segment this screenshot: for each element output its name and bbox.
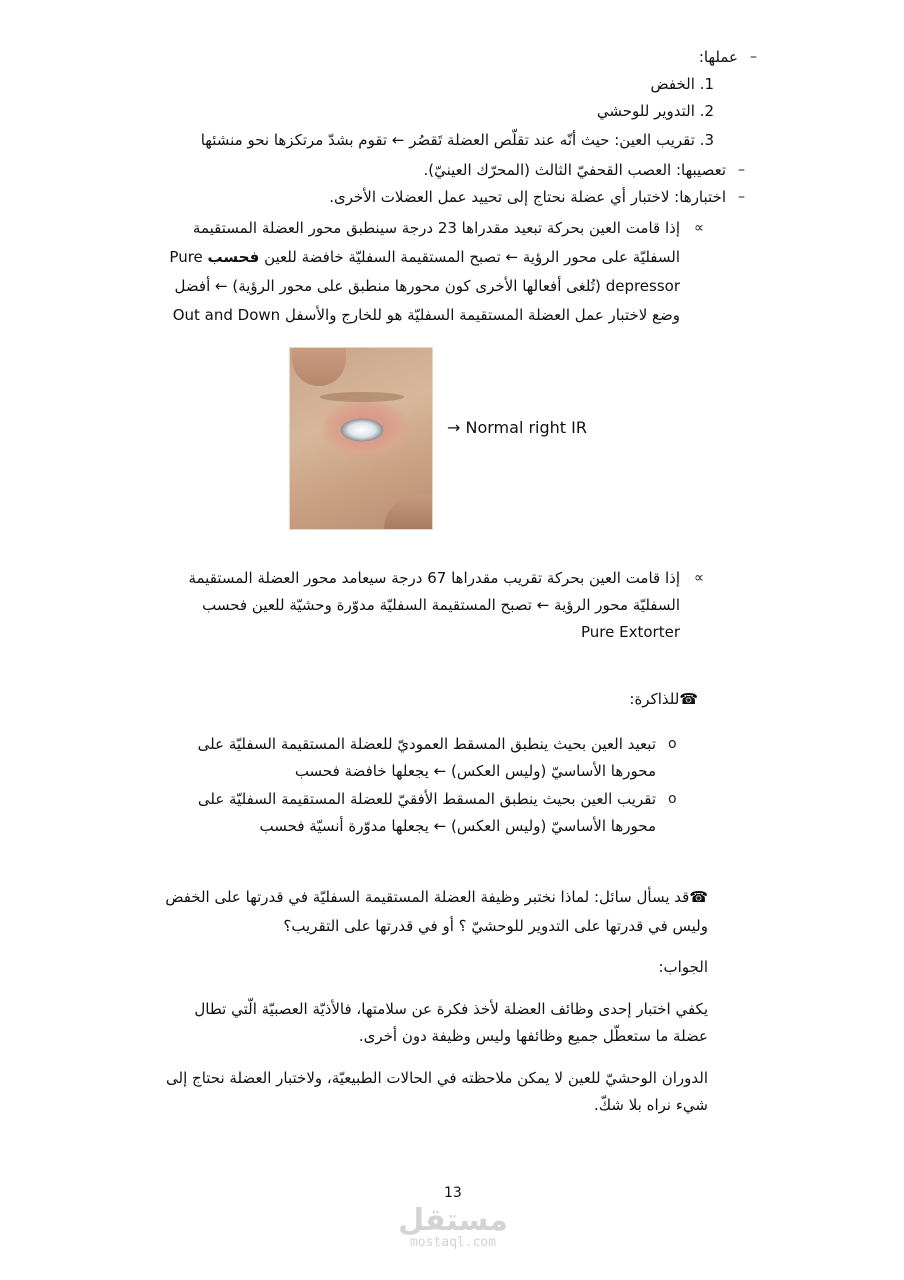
watermark-latin: mostaql.com [409, 1235, 497, 1250]
testing-text: اختبارها: لاختبار أي عضلة نحتاج إلى تحييد عمل العضلات الأخرى. [329, 188, 726, 206]
memory-heading [629, 686, 698, 712]
answer-heading: الجواب: [658, 958, 708, 976]
memory-heading-text: للذاكرة: [629, 690, 680, 708]
emphasis-text: فحسب [207, 248, 260, 266]
innervation-text: تعصيبها: العصب القحفيّ الثالث (المحرّك العينيّ). [423, 161, 726, 179]
infinity-bullet: ∝ [694, 570, 705, 586]
paragraph-line: السفليّة محور الرؤية ← تصبح المستقيمة السفليّة مدوّرة وحشيّة للعين فحسب [202, 596, 680, 614]
dash-bullet: – [750, 49, 757, 65]
paragraph-line-text: وضع لاختبار عمل العضلة المستقيمة السفليّة هو للخارج والأسفل [284, 306, 680, 324]
english-term: Pure [169, 248, 203, 266]
circle-bullet: o [668, 736, 677, 752]
answer-line: شيء نراه بلا شكّ. [593, 1096, 708, 1114]
answer-line: يكفي اختبار إحدى وظائف العضلة لأخذ فكرة عن سلامتها، فالأذيّة العصبيّة الّتي تطال [194, 1000, 708, 1018]
page-number: 13 [444, 1185, 462, 1201]
phone-icon: ☎ [689, 888, 708, 906]
figure-caption: → Normal right IR [447, 418, 587, 437]
heading-function: عملها: [698, 48, 738, 66]
paragraph-line: إذا قامت العين بحركة تبعيد مقدراها 23 درجة سينطبق محور العضلة المستقيمة [192, 219, 680, 237]
nose-shape [384, 495, 432, 529]
brow-shape [320, 392, 404, 402]
list-item: 2. التدوير للوحشي [596, 102, 714, 120]
paragraph-line-text: السفليّة على محور الرؤية ← تصبح المستقيمة السفليّة خافضة للعين [264, 248, 680, 266]
list-item: 3. تقريب العين: حيث أنّه عند تقلّص العضلة تَقصُر ← تقوم بشدّ مرتكزها نحو منشئها [200, 131, 714, 149]
answer-line: عضلة ما ستعطّل جميع وظائفها وليس وظيفة دون أخرى. [358, 1027, 708, 1045]
paragraph-line [175, 273, 680, 299]
eye-photo [289, 347, 433, 530]
infinity-bullet: ∝ [694, 220, 705, 236]
phone-icon: ☎ [679, 690, 698, 708]
paragraph-line [173, 302, 680, 328]
paragraph-line: إذا قامت العين بحركة تقريب مقدراها 67 درجة سيعامد محور العضلة المستقيمة [188, 569, 680, 587]
watermark-arabic: مستقل [398, 1203, 508, 1238]
circle-bullet: o [668, 791, 677, 807]
list-item: 1. الخفض [650, 75, 714, 93]
finger-shape [292, 348, 346, 386]
watermark-logo [398, 1203, 508, 1250]
english-term: Pure Extorter [581, 623, 680, 641]
paragraph-line [169, 244, 680, 270]
question-line [165, 884, 708, 910]
answer-line: الدوران الوحشيّ للعين لا يمكن ملاحظته في الحالات الطبيعيّة، ولاختبار العضلة نحتاج إلى [166, 1069, 708, 1087]
memory-item-line: محورها الأساسيّ (وليس العكس) ← يجعلها خافضة فحسب [294, 762, 656, 780]
memory-item-line: محورها الأساسيّ (وليس العكس) ← يجعلها مدوّرة أنسيّة فحسب [259, 817, 656, 835]
memory-item-line: تقريب العين بحيث ينطبق المسقط الأفقيّ للعضلة المستقيمة السفليّة على [197, 790, 656, 808]
paragraph-line-text: (تُلغى أفعالها الأخرى كون محورها منطبق على محور الرؤية) ← أفضل [174, 277, 601, 295]
dash-bullet: – [738, 162, 745, 178]
english-term: Out and Down [172, 306, 281, 324]
english-term: depressor [605, 277, 680, 295]
dash-bullet: – [738, 189, 745, 205]
memory-item-line: تبعيد العين بحيث ينطبق المسقط العموديّ للعضلة المستقيمة السفليّة على [197, 735, 656, 753]
paragraph-line [581, 619, 680, 645]
question-text: قد يسأل سائل: لماذا نختبر وظيفة العضلة المستقيمة السفليّة في قدرتها على الخفض [165, 888, 690, 906]
question-line: وليس في قدرتها على التدوير للوحشيّ ؟ أو في قدرتها على التقريب؟ [283, 917, 708, 935]
